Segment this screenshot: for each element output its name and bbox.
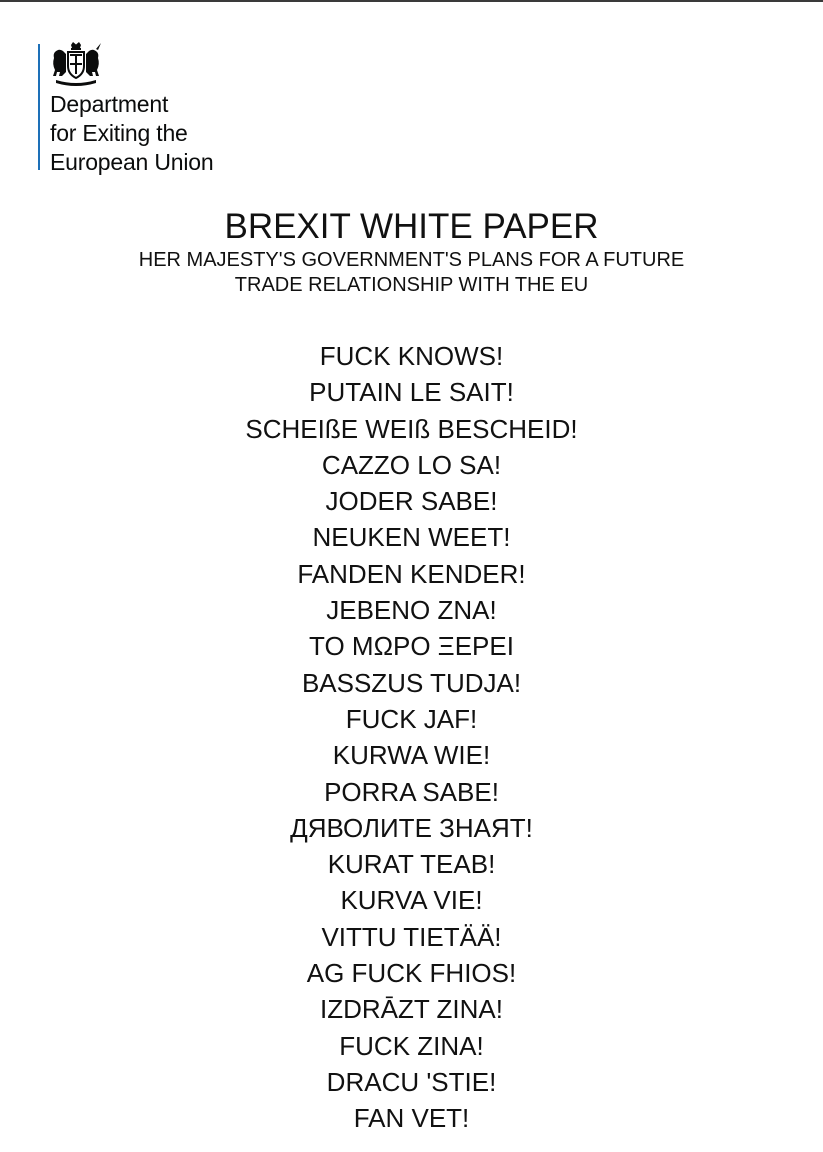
phrase-line: NEUKEN WEET! xyxy=(312,522,511,553)
phrase-line: DRACU 'STIE! xyxy=(326,1066,497,1097)
phrase-line: BASSZUS TUDJA! xyxy=(301,667,522,698)
phrase-line: ДЯВОЛИТЕ ЗНАЯТ! xyxy=(290,812,533,843)
department-name xyxy=(50,90,213,177)
phrase-line: KURVA VIE! xyxy=(340,885,483,916)
phrase-line: FAN VET! xyxy=(353,1103,470,1134)
phrase-line: IZDRĀZT ZINA! xyxy=(320,994,503,1025)
document-subtitle xyxy=(0,248,823,298)
phrase-line: FANDEN KENDER! xyxy=(297,558,526,589)
department-logo xyxy=(38,42,278,175)
subtitle-line: TRADE RELATIONSHIP WITH THE EU xyxy=(234,274,589,296)
logo-accent-bar xyxy=(38,44,40,170)
department-name-line: European Union xyxy=(50,149,214,175)
department-name-line: Department xyxy=(50,91,169,117)
phrase-line: FUCK ZINA! xyxy=(339,1030,484,1061)
phrase-line: KURWA WIE! xyxy=(332,740,491,771)
phrase-line: ΤΟ ΜΩΡΟ ΞΕΡΕΙ xyxy=(309,631,514,662)
phrase-line: KURAT TEAB! xyxy=(327,849,496,880)
phrase-line: JEBENO ZNA! xyxy=(326,595,497,626)
phrase-line: VITTU TIETÄÄ! xyxy=(321,921,502,952)
subtitle-line: HER MAJESTY'S GOVERNMENT'S PLANS FOR A FUTURE xyxy=(138,249,685,271)
phrase-line: FUCK JAF! xyxy=(345,703,478,734)
phrase-line: AG FUCK FHIOS! xyxy=(306,958,517,989)
phrase-line: PUTAIN LE SAIT! xyxy=(309,377,514,408)
phrase-line: SCHEIßE WEIß BESCHEID! xyxy=(245,413,578,444)
phrase-line: CAZZO LO SA! xyxy=(321,449,502,480)
top-border-line xyxy=(0,0,823,2)
phrase-line: FUCK KNOWS! xyxy=(319,341,504,371)
phrase-list xyxy=(0,338,823,1137)
department-name-line: for Exiting the xyxy=(50,120,188,146)
phrase-line: JODER SABE! xyxy=(325,486,498,517)
phrase-line: PORRA SABE! xyxy=(324,776,499,807)
document-title: BREXIT WHITE PAPER xyxy=(224,207,599,246)
royal-coat-of-arms-icon xyxy=(50,42,102,88)
